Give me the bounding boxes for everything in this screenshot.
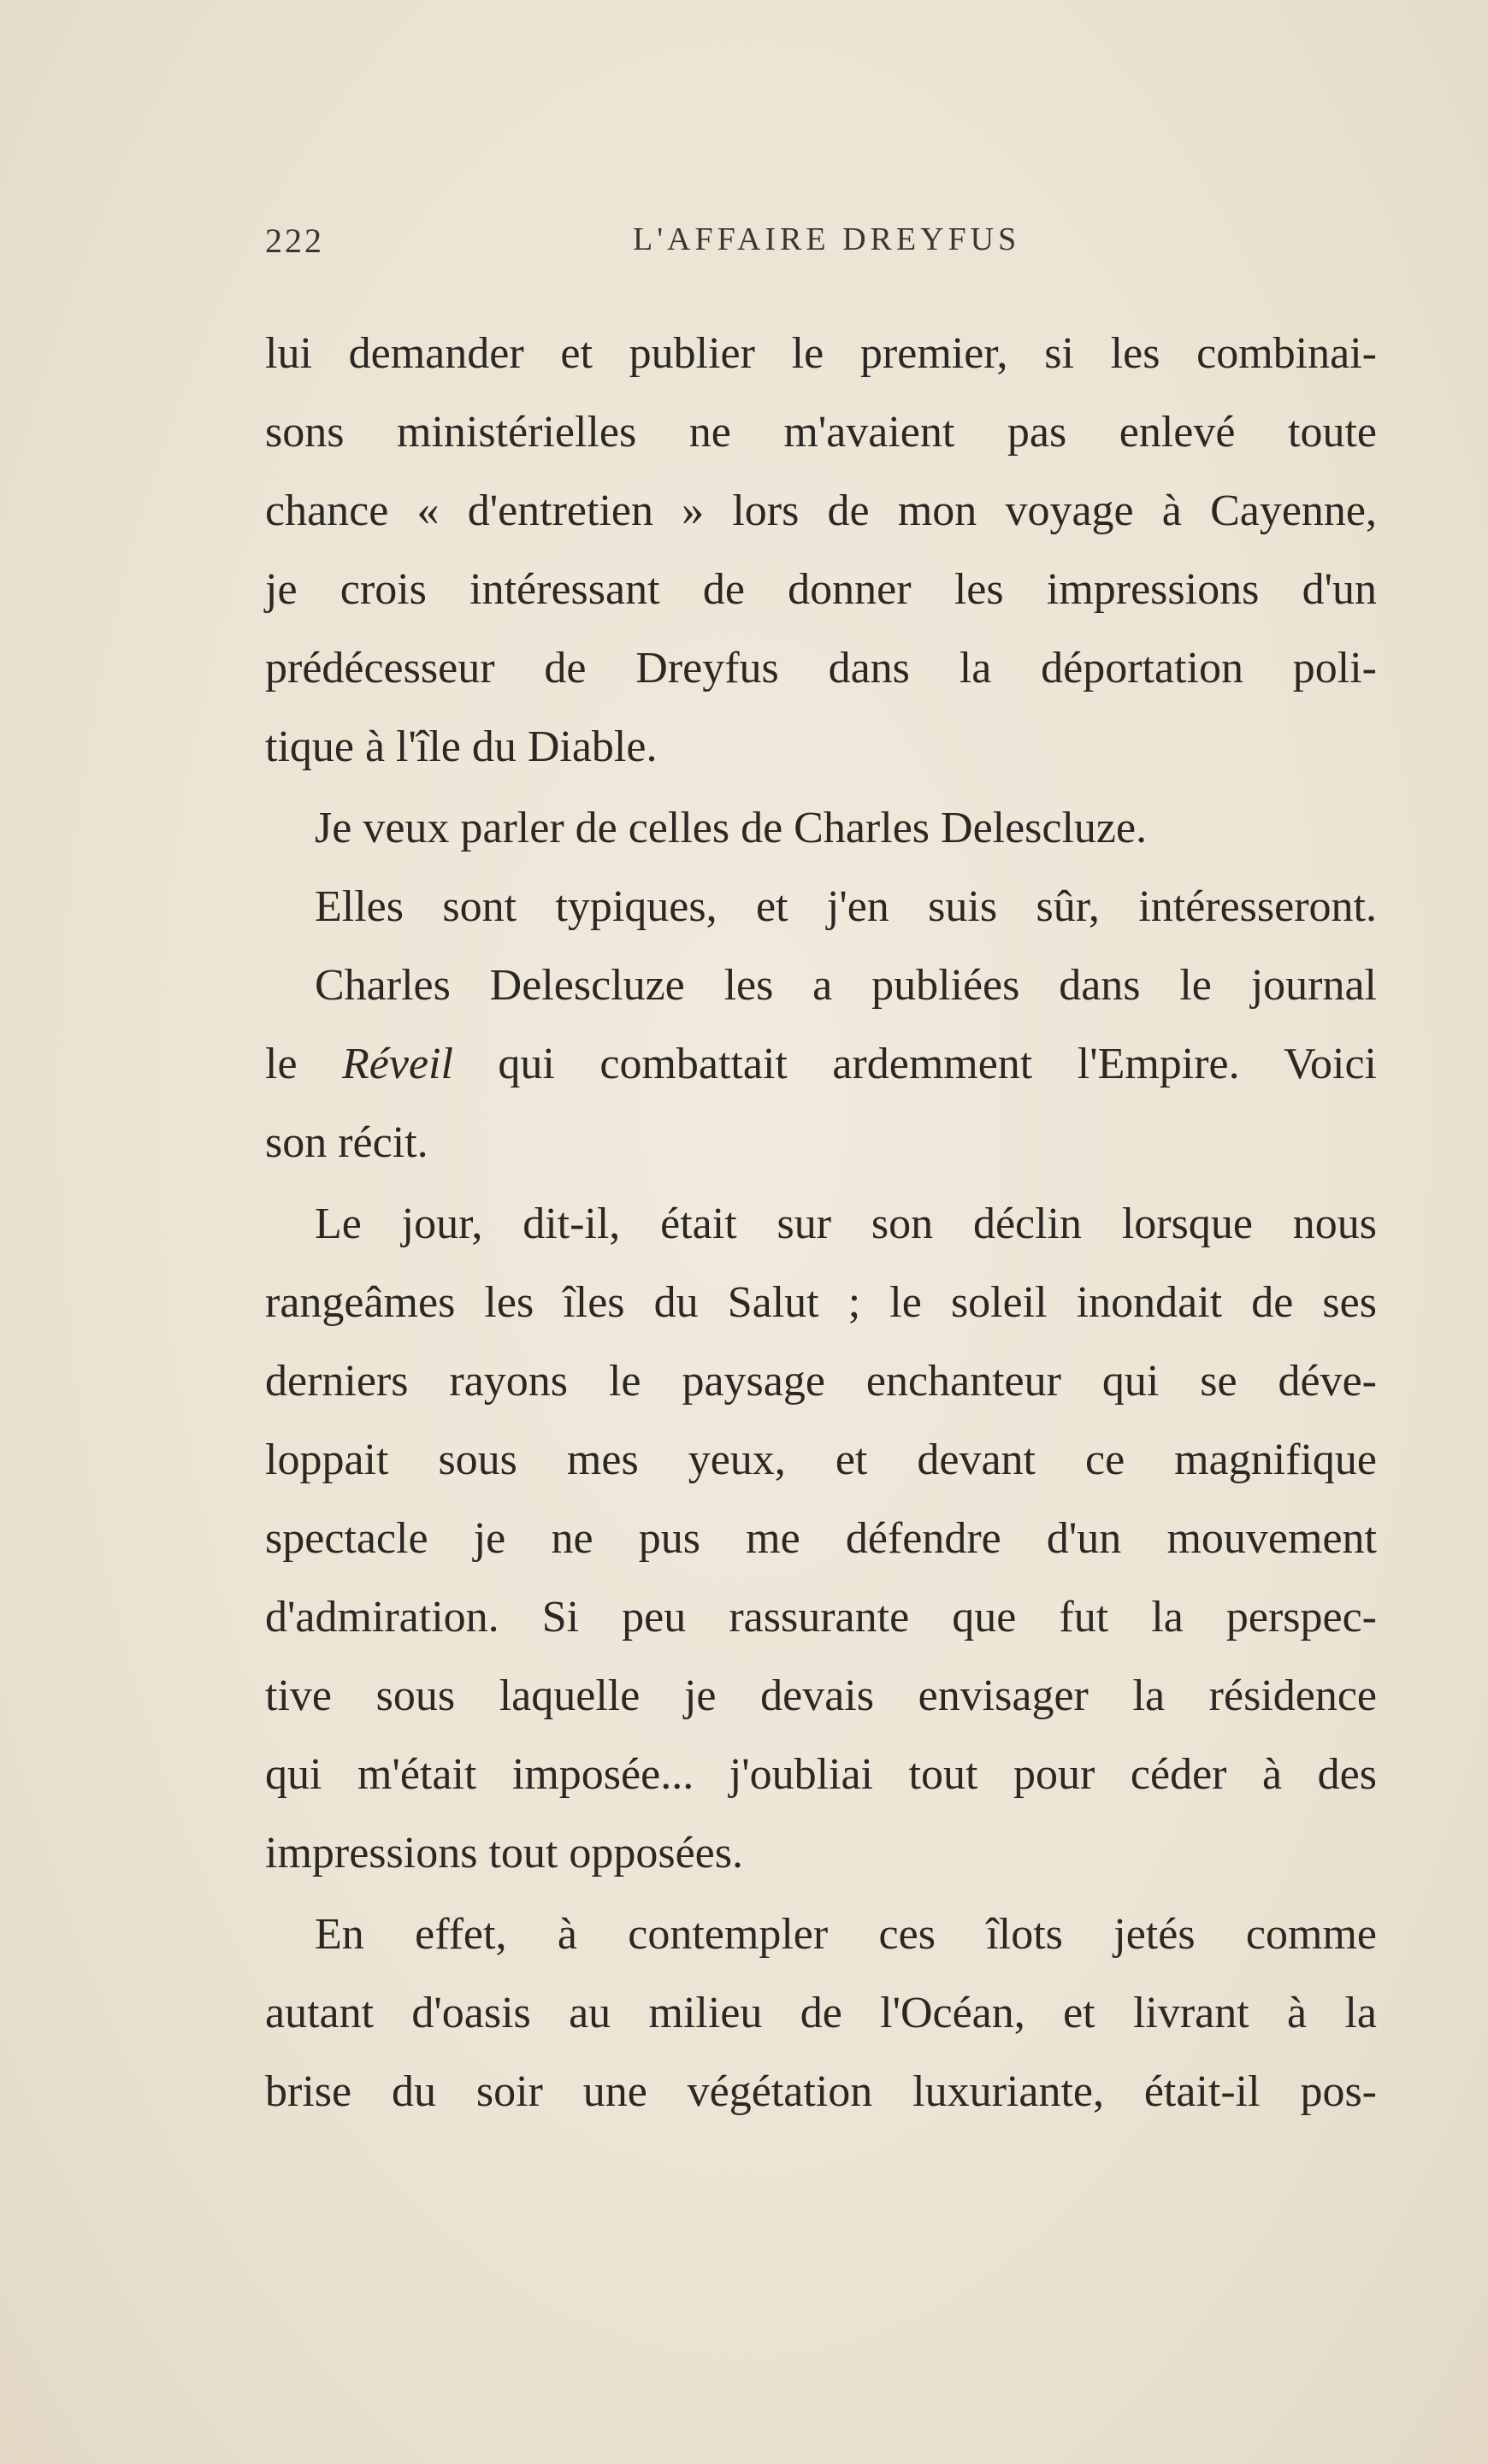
text-line: je crois intéressant de donner les impressions d'un — [265, 565, 1377, 614]
text-line: tive sous laquelle je devais envisager la résidence — [265, 1671, 1377, 1720]
text-line: tique à l'île du Diable. — [265, 722, 658, 771]
text-line: derniers rayons le paysage enchanteur qui se déve- — [265, 1357, 1377, 1406]
text-line: qui m'était imposée... j'oubliai tout pour céder à des — [265, 1750, 1377, 1799]
paragraph-start-line: Charles Delescluze les a publiées dans le journal — [315, 961, 1377, 1010]
text-line-with-italic — [265, 1025, 1377, 1104]
text-line: brise du soir une végétation luxuriante, était-il pos- — [265, 2067, 1377, 2116]
paragraph-start-line: Le jour, dit-il, était sur son déclin lorsque nous — [315, 1200, 1377, 1248]
text-line: d'admiration. Si peu rassurante que fut la perspec- — [265, 1593, 1377, 1642]
body-text — [265, 315, 1377, 2131]
paragraph-start-line: En effet, à contempler ces îlots jetés comme — [315, 1910, 1377, 1959]
text-line: spectacle je ne pus me défendre d'un mouvement — [265, 1514, 1377, 1563]
page-number: 222 — [265, 221, 324, 260]
text-line: lui demander et publier le premier, si les combinai- — [265, 329, 1377, 378]
text-line: autant d'oasis au milieu de l'Océan, et livrant à la — [265, 1989, 1377, 2037]
text-line: prédécesseur de Dreyfus dans la déportation poli- — [265, 644, 1377, 693]
line-text-before: le — [265, 1040, 343, 1088]
text-line: loppait sous mes yeux, et devant ce magnifique — [265, 1435, 1377, 1484]
line-text-after: qui combattait ardemment l'Empire. Voici — [452, 1040, 1378, 1088]
text-line: sons ministérielles ne m'avaient pas enlevé toute — [265, 408, 1377, 457]
text-line: son récit. — [265, 1118, 428, 1167]
paragraph-start-line: Elles sont typiques, et j'en suis sûr, intéresseront. — [315, 882, 1377, 931]
journal-title-italic: Réveil — [342, 1040, 453, 1088]
running-head — [265, 221, 1377, 263]
running-title: L'AFFAIRE DREYFUS — [633, 221, 1021, 257]
text-line: chance « d'entretien » lors de mon voyage à Cayenne, — [265, 486, 1377, 535]
text-line: rangeâmes les îles du Salut ; le soleil inondait de ses — [265, 1278, 1377, 1327]
text-line: impressions tout opposées. — [265, 1829, 743, 1877]
paragraph-start-line: Je veux parler de celles de Charles Delescluze. — [315, 804, 1148, 852]
